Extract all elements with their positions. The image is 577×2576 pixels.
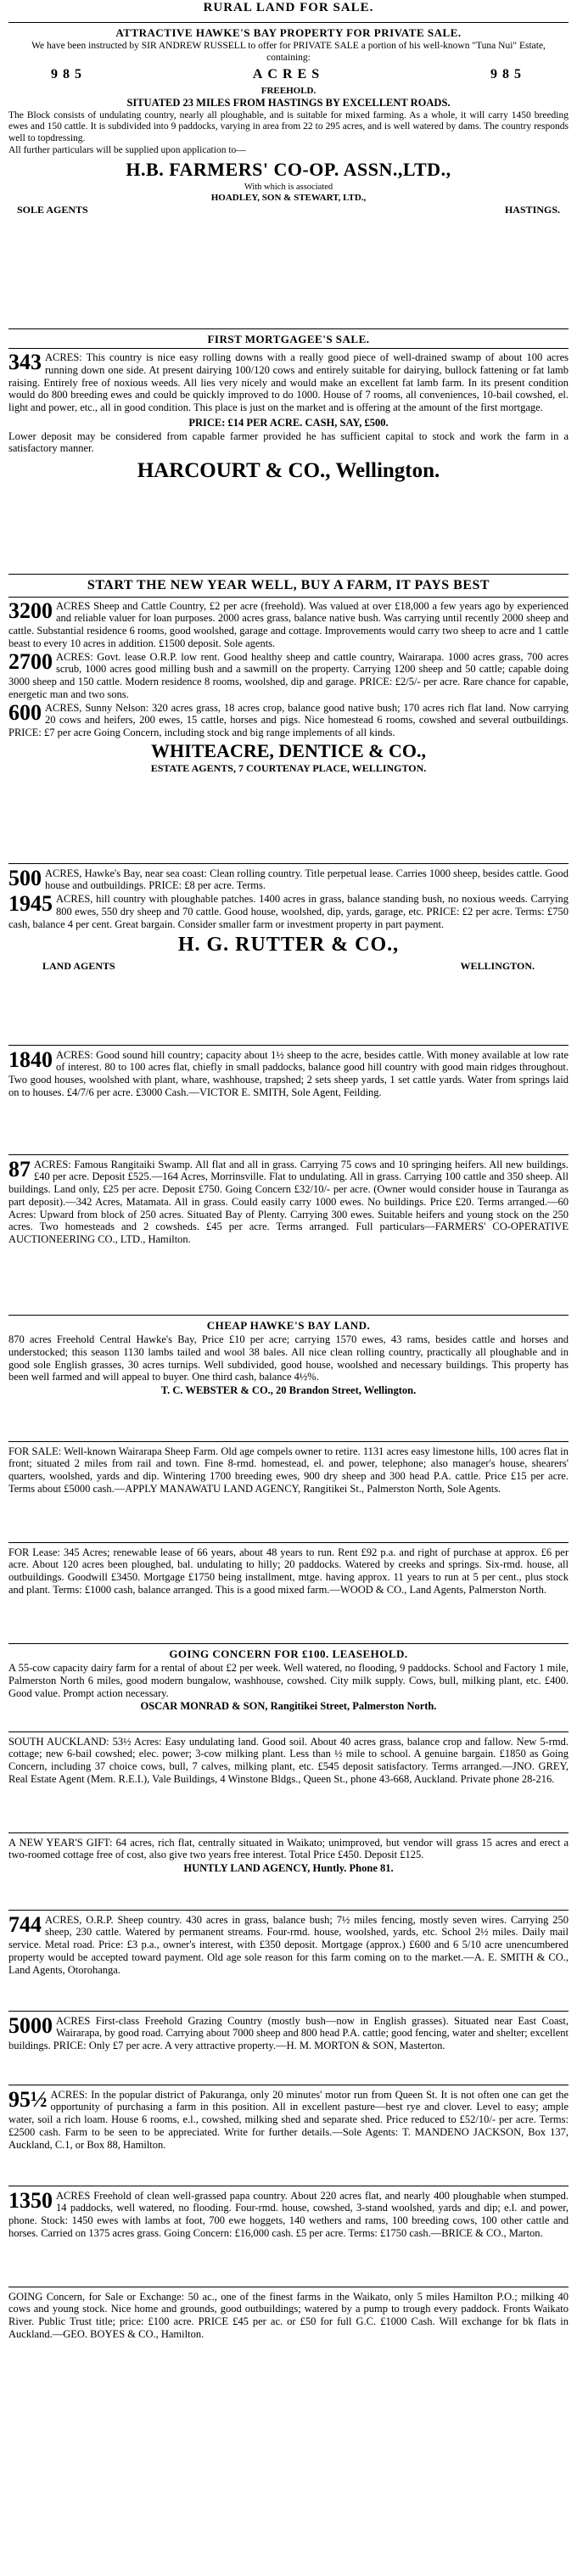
ad-body: 870 acres Freehold Central Hawke's Bay, Price £10 per acre; carrying 1570 ewes, 43 rams, besides cattle and horses and understocked; this season 1130 lambs tailed and wool 38 bales. All nice clean rolling country, practically all ploughable and in good sole English grasses, 30 acres turnips. Well subdivided, good house, woolshed and necessary buildings. This property has been well farmed and will appeal to buyer. One third cash, balance 4½%. <box>8 1333 569 1383</box>
ad-title: ATTRACTIVE HAWKE'S BAY PROPERTY FOR PRIVATE SALE. <box>115 25 462 39</box>
divider <box>8 2011 569 2012</box>
price-line: PRICE: £14 PER ACRE. CASH, SAY, £500. <box>188 416 389 429</box>
agent-row <box>8 960 569 972</box>
listing <box>8 1911 569 1977</box>
listing <box>8 600 569 650</box>
listing <box>8 1156 569 1246</box>
divider <box>8 1643 569 1644</box>
listing-text: ACRES Freehold of clean well-grassed papa country. About 220 acres flat, and nearly 400 ploughable when stumped. 14 paddocks, well watered, no flooding. Four-rmd. house, cowshed, 3-stand woolshed, yards and dip; e.l. and power, phone. Stock: 1450 ewes with lambs at foot, 700 ewe hoggets, 140 wethers and rams, 100 breeding cows, 100 other cattle and horses. Carried on 1375 acres grass. Going Concern: £16,000 cash. £5 per acre. Terms: £1750 cash.—BRICE & CO., Marton. <box>8 2189 569 2239</box>
agent-name: WHITEACRE, DENTICE & CO., <box>151 739 426 761</box>
listing <box>8 648 569 701</box>
acreage-number: 500 <box>8 865 42 890</box>
listing-text: ACRES: Good sound hill country; capacity about 1½ sheep to the acre, besides cattle. With money available at low rate of interest. 80 to 100 acres flat, chiefly in small paddocks, balance good hill country with good main ridges throughout. Two good houses, woolshed with plant, whare, washhouse, trapshed; 2 sets sheep yards, 1 set cattle yards. Water from springs laid on to houses. £4/7/6 per acre. £3000 Cash.—VICTOR E. SMITH, Sole Agent, Feilding. <box>8 1048 569 1098</box>
divider <box>8 1832 569 1833</box>
ad-webster <box>8 1319 569 1438</box>
ad-body: ACRES: This country is nice easy rolling downs with a really good piece of well-drained swamp of about 100 acres running down one side. At present dairying 100/120 cows and entirely suitable for dairying, bullock fattening or fat lamb raising. Entirely free of noxious weeds. All lies very nicely and would make an excellent fat lamb farm. In its present condition would do 800 breeding ewes and could be quickly improved to do 1000. House of 7 rooms, all conveniences, 10-bail cowshed, el. light and power, etc., all in good condition. This place is just on the market and is offering at the amount of the first mortgage. <box>8 351 569 414</box>
agent-name: OSCAR MONRAD & SON, Rangitikei Street, Palmerston North. <box>140 1700 437 1713</box>
freehold-label: FREEHOLD. <box>260 86 317 97</box>
listing <box>8 2086 569 2152</box>
ad-body: FOR SALE: Well-known Wairarapa Sheep Farm. Old age compels owner to retire. 1131 acres easy limestone hills, 100 acres flat in front; situated 2 miles from rail and town. Fine 8-rmd. homestead, el. and power, telephone; also manager's house, shearers' quarters, woolshed, yards and dip. Wintering 1700 breeding ewes, 900 dry sheep and 300 head P.A. cattle. Price £15 per acre. Terms about £5000 cash.—APPLY MANAWATU LAND AGENCY, Rangitikei St., Palmerston North, Sole Agents. <box>8 1445 569 1495</box>
ad-body: A 55-cow capacity dairy farm for a rental of about £2 per week. Well watered, no flooding, 9 paddocks. School and Factory 1 mile, Palmerston North 6 miles, good modern bungalow, washhouse, cowshed. City milk supply. Cows, bull, milking plant, etc. £400. Good value. Prompt action necessary. <box>8 1662 569 1699</box>
ad-title: FIRST MORTGAGEE'S SALE. <box>207 332 370 345</box>
divider <box>8 1315 569 1316</box>
divider <box>8 1542 569 1543</box>
divider <box>8 1154 569 1155</box>
divider <box>8 1441 569 1442</box>
ad-huntly <box>8 1837 569 1906</box>
acreage-number: 87 <box>8 1156 31 1181</box>
acreage-number: 95½ <box>8 2086 48 2112</box>
ad-mandeno-jackson <box>8 2086 569 2182</box>
acreage-number: 1840 <box>8 1047 53 1072</box>
agent-name: T. C. WEBSTER & CO., 20 Brandon Street, Wellington. <box>160 1384 417 1397</box>
agent-name: H. G. RUTTER & CO., <box>177 934 400 957</box>
agent-town: WELLINGTON. <box>460 959 535 972</box>
agent-name: HARCOURT & CO., Wellington. <box>137 459 440 483</box>
divider <box>8 348 569 349</box>
ad-smith-otorohanga <box>8 1911 569 2007</box>
situated-line: SITUATED 23 MILES FROM HASTINGS BY EXCELLENT ROADS. <box>126 96 451 109</box>
listing-text: ACRES Sheep and Cattle Country, £2 per acre (freehold). Was valued at over £18,000 a few years ago by experienced and reliable valuer for loan purposes. 2000 acres grass, balance native bush. Was carrying until recently 2000 sheep and cattle. Substantial residence 6 rooms, good woolshed, garage and cottage. Improvements would carry two sheep to acre and 1 cattle beast to every 10 acres in addition. £1500 deposit. Sole agents. <box>8 599 569 649</box>
acres-label: ACRES <box>252 67 325 82</box>
ad-tuna-nui <box>8 26 569 325</box>
sole-agents: SOLE AGENTS <box>17 204 88 216</box>
ad-body: A NEW YEAR'S GIFT: 64 acres, rich flat, centrally situated in Waikato; unimproved, but vendor will grass 15 acres and erect a two-roomed cottage free of cost, also give two years free interest. Total Price £450. Deposit £125. <box>8 1836 569 1861</box>
ad-body: FOR Lease: 345 Acres; renewable lease of 66 years, about 48 years to run. Rent £92 p.a. and right of purchase at approx. £6 per acre. About 120 acres been ploughed, bal. undulating to hilly; 20 paddocks. Watered by creeks and springs. Six-rmd. house, all outbuildings. Goodwill £3450. Mortgage £1750 being installment, mtge. having approx. 11 years to run at 5 per cent., plus stock and plant. Terms: £1000 cash, balance arranged. This is a good mixed farm.—WOOD & CO., Land Agents, Palmerston North. <box>8 1546 569 1596</box>
acreage-number: 1945 <box>8 891 53 917</box>
acreage-number: 1350 <box>8 2187 53 2213</box>
acres-left: 985 <box>51 67 87 82</box>
acreage-number: 600 <box>8 699 42 725</box>
divider <box>8 863 569 864</box>
acreage-number: 343 <box>8 350 42 375</box>
ad-brice <box>8 2187 569 2283</box>
listing-text: ACRES First-class Freehold Grazing Country (mostly bush—now in English grasses). Situated near East Coast, Wairarapa, by good road. Carrying about 7000 sheep and 800 head P.A. cattle; good fencing, water and shelter; excellent buildings. PRICE: Only £7 per acre. A very attractive property.—H. M. MORTON & SON, Masterton. <box>8 2014 569 2052</box>
listing <box>8 1049 569 1099</box>
agent-row <box>8 204 569 216</box>
assoc-line: With which is associated <box>244 182 333 192</box>
acreage-number: 3200 <box>8 598 53 623</box>
divider <box>8 597 569 598</box>
ad-strap: START THE NEW YEAR WELL, BUY A FARM, IT PAYS BEST <box>87 577 490 592</box>
ad-body: SOUTH AUCKLAND: 53½ Acres: Easy undulating land. Good soil. About 40 acres grass, balance crop and fallow. New 5-rmd. cottage; new 6-bail cowshed; elec. power; 3-cow milking plant. Less than ½ mile to school. A genuine bargain. £1850 as Going Concern, including 37 choice cows, bull, 7 calves, milking plant, etc. £545 deposit satisfactory. Terms arranged.—JNO. GREY, Real Estate Agent (Mem. R.E.I.), Vale Buildings, 4 Winstone Bldgs., Queen St., phone 43-668, Auckland. Private phone 28-216. <box>8 1735 569 1785</box>
ad-body: GOING Concern, for Sale or Exchange: 50 ac., one of the finest farms in the Waikato, only 5 miles Hamilton P.O.; milking 40 cows and young stock. Nice home and grounds, good outbuildings; watered by a pump to trough every paddock. Fronts Waikato River. Public Trust title; price: £100 acre. PRICE £45 per ac. or £50 for full G.C. £1000 Cash. Will exchange for bk flats in Auckland.—GEO. BOYES & CO., Hamilton. <box>8 2290 569 2340</box>
agent-town: HASTINGS. <box>504 204 560 216</box>
ad-morton <box>8 2012 569 2081</box>
ad-wood <box>8 1546 569 1640</box>
divider <box>8 574 569 575</box>
acres-row <box>8 65 569 86</box>
divider <box>8 328 569 329</box>
listing-text: ACRES, Hawke's Bay, near sea coast: Clean rolling country. Title perpetual lease. Carries 1000 sheep, besides cattle. Good house and outbuildings. PRICE: £8 per acre. Terms. <box>45 867 569 892</box>
ad-lower: Lower deposit may be considered from capable farmer provided he has sufficient capital to stock and work the farm in a satisfactory manner. <box>8 429 569 455</box>
listing <box>8 2187 569 2240</box>
listing <box>8 867 569 893</box>
ad-monrad <box>8 1647 569 1728</box>
divider <box>8 1910 569 1911</box>
divider <box>8 1731 569 1732</box>
ad-grey <box>8 1736 569 1829</box>
ad-rutter <box>8 867 569 1041</box>
land-agents: LAND AGENTS <box>42 959 115 972</box>
agent-address: ESTATE AGENTS, 7 COURTENAY PLACE, WELLINGTON. <box>150 761 427 774</box>
assoc-firm: HOADLEY, SON & STEWART, LTD., <box>210 193 367 204</box>
divider <box>8 1045 569 1046</box>
listing <box>8 893 569 930</box>
section-header: RURAL LAND FOR SALE. <box>203 1 374 14</box>
listing-text: ACRES: In the popular district of Pakuranga, only 20 minutes' motor run from Queen St. It is not often one can get the opportunity of purchasing a farm in this position. All in excellent pasture—best rye and clover. Level to easy; ample water, soil a rich loam. House 6 rooms, e.l., cowshed, milking shed and separate shed. Price reduced to £52/10/- per acre. Terms: £2500 cash. Farm to be seen to be appreciated. Write for further details.—Sole Agents: T. MANDENO JACKSON, Box 137, Auckland, C.1, or Box 88, Hamilton. <box>8 2088 569 2151</box>
newspaper-column <box>8 0 569 2371</box>
acreage-number: 5000 <box>8 2012 53 2038</box>
listing-text: ACRES, hill country with ploughable patches. 1400 acres in grass, balance standing bush, no noxious weeds. Carrying 800 ewes, 550 dry sheep and 70 cattle. Good house, woolshed, dip, yards, garage, etc. PRICE: £2 per acre. Terms: £750 cash, balance 4 per cent. Great bargain. Consider smaller farm or investment property in part payment. <box>8 893 569 930</box>
divider <box>8 22 569 23</box>
ad-footer: All further particulars will be supplied upon application to— <box>8 145 246 156</box>
ad-title: GOING CONCERN FOR £100. LEASEHOLD. <box>169 1647 408 1660</box>
ad-body: The Block consists of undulating country, nearly all ploughable, and is suitable for mixed farming. As a whole, it will carry 1450 breeding ewes and 150 cattle. It is subdivided into 9 paddocks, varying in area from 22 to 295 acres, and is well watered by dams. The country responds well to topdressing. <box>8 109 569 143</box>
ad-boyes <box>8 2291 569 2371</box>
ad-manawatu <box>8 1445 569 1539</box>
listing-text: ACRES: Govt. lease O.R.P. low rent. Good healthy sheep and cattle country, Wairarapa. 1000 acres grass, 700 acres scrub, 1000 acres good milling bush and a sawmill on the property. Carrying 1200 sheep and 50 cattle; capable doing 3000 sheep and 150 cattle. Modern residence 8 rooms, woolshed, dip and garage. PRICE: £2/5/- per acre. Rare chance for capable, energetic man and two sons. <box>8 650 569 700</box>
agent-name: HUNTLY LAND AGENCY, Huntly. Phone 81. <box>183 1862 394 1875</box>
acreage-number: 2700 <box>8 648 53 674</box>
listing <box>8 2012 569 2052</box>
listing-text: ACRES, Sunny Nelson: 320 acres grass, 18 acres crop, balance good native bush; 170 acres rich flat land. Now carrying 20 cows and heifers, 200 ewes, 15 cattle, horses and pigs. Nice homestead 6 rooms, cowshed and several outbuildings. PRICE: £7 per acre Going Concern, including stock and big range implements of all kinds. <box>8 701 569 739</box>
acres-right: 985 <box>490 67 526 82</box>
ad-mortgagee-sale <box>8 333 569 570</box>
ad-text <box>8 351 569 414</box>
ad-whiteacre <box>8 578 569 860</box>
agent-name: H.B. FARMERS' CO-OP. ASSN.,LTD., <box>126 158 451 180</box>
ad-feilding <box>8 1049 569 1151</box>
listing-text: ACRES, O.R.P. Sheep country. 430 acres in grass, balance bush; 7½ miles fencing, mostly seven wires. Carrying 250 sheep, 230 cattle. Watered by permanent streams. Four-rmd. house, woolshed, yards, etc. School 2½ miles. Daily mail service. Metal road. Price: £3 p.a., owner's interest, with £350 deposit. Mortgage (approx.) £600 and 6 5/10 acre unencumbered property would be accepted toward payment. Old age sole reason for this farm coming on to the market.—A. E. SMITH & CO., Land Agents, Otorohanga. <box>8 1913 569 1976</box>
ad-hamilton-coop <box>8 1156 569 1311</box>
ad-title: CHEAP HAWKE'S BAY LAND. <box>206 1318 371 1332</box>
listing-text: ACRES: Famous Rangitaiki Swamp. All flat and all in grass. Carrying 75 cows and 10 springing heifers. All new buildings. £40 per acre. Deposit £525.—164 Acres, Morrinsville. Flat to undulating. All in grass. Carrying 100 cattle and 350 sheep. All buildings. Land only, £25 per acre. Deposit £750. Going Concern £32/10/- per acre. (Owner would consider house in Tauranga as part deposit).—342 Acres, Matamata. All in grass. Could easily carry 1000 ewes. No buildings. Price £20. Terms arranged.—60 Acres: Upward from block of 250 acres. Situated Bay of Plenty. Carrying 300 ewes. Suitable heifers and young stock on the 250 acres. Two homesteads and 2 cowsheds. £45 per acre. Terms arranged. Full particulars—FARMERS' CO-OPERATIVE AUCTIONEERING CO., LTD., Hamilton. <box>8 1158 569 1246</box>
listing <box>8 699 569 739</box>
ad-intro: We have been instructed by SIR ANDREW RUSSELL to offer for PRIVATE SALE a portion of his well-known "Tuna Nui" Estate, containing: <box>31 41 546 63</box>
acreage-number: 744 <box>8 1911 42 1937</box>
